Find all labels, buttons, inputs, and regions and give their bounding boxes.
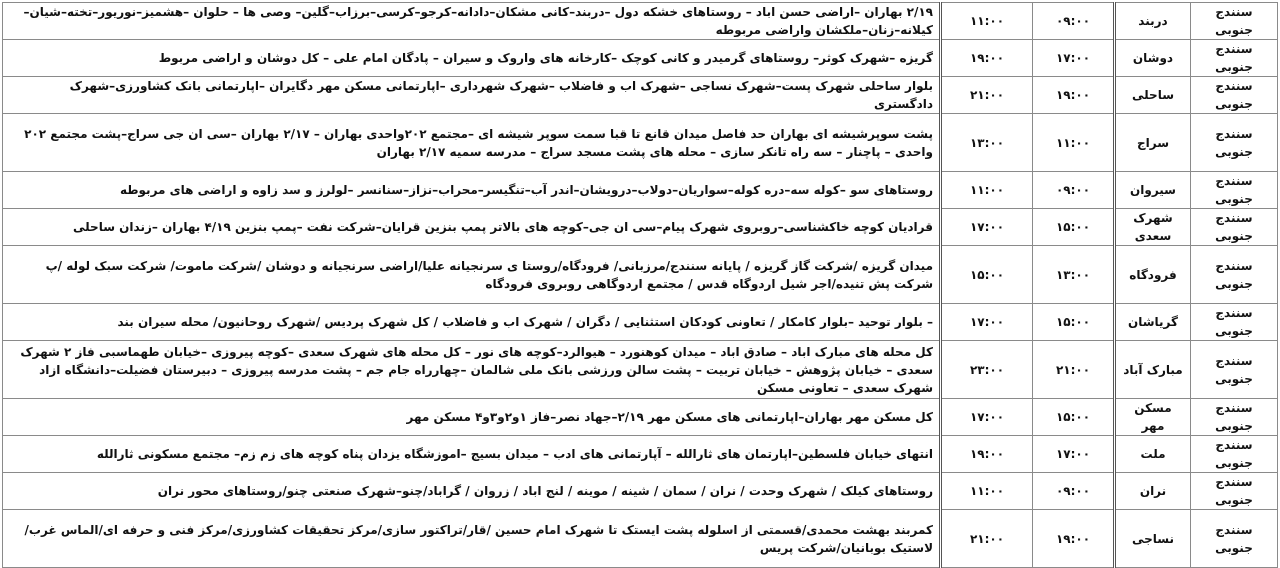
city-cell: سنندج جنوبی — [1191, 399, 1278, 436]
start-time-cell: ۱۷:۰۰ — [1033, 40, 1115, 77]
start-time-cell: ۲۱:۰۰ — [1033, 341, 1115, 399]
table-row — [3, 172, 1278, 209]
end-time-cell: ۱۷:۰۰ — [941, 304, 1033, 341]
city-cell: سنندج جنوبی — [1191, 209, 1278, 246]
city-cell: سنندج جنوبی — [1191, 473, 1278, 510]
table-row — [3, 40, 1278, 77]
area-cell: شهرک سعدی — [1115, 209, 1191, 246]
city-cell: سنندج جنوبی — [1191, 77, 1278, 114]
end-time-cell: ۱۹:۰۰ — [941, 436, 1033, 473]
end-time-cell: ۱۱:۰۰ — [941, 172, 1033, 209]
city-cell: سنندج جنوبی — [1191, 341, 1278, 399]
addresses-cell: ۲/۱۹ بهاران –اراضی حسن اباد – روستاهای خشکه دول –دربند–کانی مشکان–دادانه–کرجو–کرسی–برزاب–گلین– وصی ها – حلوان –هشمیز–نوریور–تخته–شیان–کیلانه–زنان–ملکشان واراضی مربوطه — [3, 3, 941, 40]
addresses-cell: – بلوار توحید –بلوار کامکار / تعاونی کودکان استثنایی / دگران / شهرک اب و فاضلاب / کل شهرک پردیس /شهرک روحانیون/ محله سیران بند — [3, 304, 941, 341]
start-time-cell: ۱۵:۰۰ — [1033, 304, 1115, 341]
addresses-cell: روستاهای سو –کوله سه–دره کوله–سواریان–دولاب–درویشان–اندر آب–تنگیسر–محراب–نزاز–سنانسر –لولرز و سد زاوه و اراضی های مربوطه — [3, 172, 941, 209]
start-time-cell: ۰۹:۰۰ — [1033, 473, 1115, 510]
end-time-cell: ۲۱:۰۰ — [941, 510, 1033, 568]
area-cell: ملت — [1115, 436, 1191, 473]
table-row — [3, 473, 1278, 510]
area-cell: فرودگاه — [1115, 246, 1191, 304]
addresses-cell: کل محله های مبارک اباد – صادق اباد – میدان کوهنورد – هیوالرد–کوچه های نور – کل محله های شهرک سعدی –کوچه پیروزی –خیابان طهماسبی فاز ۲ شهرک سعدی – خیابان پژوهش – خیابان تربیت – پشت سالن ورزشی بانک ملی شالمان –چهارراه جام جم – پشت مدرسه پیروزی – دبیرستان فضیلت–دانشگاه ازاد شهرک سعدی – تعاونی مسکن — [3, 341, 941, 399]
end-time-cell: ۲۱:۰۰ — [941, 77, 1033, 114]
city-cell: سنندج جنوبی — [1191, 436, 1278, 473]
area-cell: سراج — [1115, 114, 1191, 172]
start-time-cell: ۰۹:۰۰ — [1033, 172, 1115, 209]
area-cell: مبارک آباد — [1115, 341, 1191, 399]
addresses-cell: انتهای خیابان فلسطین–اپارتمان های ثارالله – آپارتمانی های ادب – میدان بسیج –اموزشگاه یزدان پناه کوچه های زم زم– مجتمع مسکونی ثارالله — [3, 436, 941, 473]
table-row — [3, 77, 1278, 114]
table-row — [3, 209, 1278, 246]
table-row — [3, 304, 1278, 341]
start-time-cell: ۱۱:۰۰ — [1033, 114, 1115, 172]
city-cell: سنندج جنوبی — [1191, 246, 1278, 304]
start-time-cell: ۰۹:۰۰ — [1033, 3, 1115, 40]
start-time-cell: ۱۵:۰۰ — [1033, 399, 1115, 436]
area-cell: دوشان — [1115, 40, 1191, 77]
city-cell: سنندج جنوبی — [1191, 172, 1278, 209]
area-cell: نساجی — [1115, 510, 1191, 568]
addresses-cell: قرادیان کوچه خاکشناسی–روبروی شهرک پیام–سی ان جی–کوچه های بالاتر پمپ بنزین قرایان–شرکت نفت –پمپ بنزین ۴/۱۹ بهاران –زندان ساحلی — [3, 209, 941, 246]
start-time-cell: ۱۳:۰۰ — [1033, 246, 1115, 304]
outage-schedule-table — [2, 2, 1278, 568]
start-time-cell: ۱۹:۰۰ — [1033, 77, 1115, 114]
city-cell: سنندج جنوبی — [1191, 40, 1278, 77]
addresses-cell: روستاهای کیلک / شهرک وحدت / نران / سمان / شینه / موینه / لنج اباد / زروان / گراباد/چنو–شهرک صنعتی چنو/روستاهای محور نران — [3, 473, 941, 510]
end-time-cell: ۲۳:۰۰ — [941, 341, 1033, 399]
table-row — [3, 3, 1278, 40]
city-cell: سنندج جنوبی — [1191, 304, 1278, 341]
table-row — [3, 510, 1278, 568]
table-row — [3, 341, 1278, 399]
start-time-cell: ۱۹:۰۰ — [1033, 510, 1115, 568]
addresses-cell: کمربند بهشت محمدی/قسمتی از اسلوله پشت ایستک تا شهرک امام حسین /قار/تراکتور سازی/مرکز تحقیقات کشاورزی/مرکز فنی و حرفه ای/الماس غرب/لاستیک بوبانیان/شرکت پریس — [3, 510, 941, 568]
addresses-cell: کل مسکن مهر بهاران–اپارتمانی های مسکن مهر ۲/۱۹–جهاد نصر–فاز ۱و۲و۳و۴ مسکن مهر — [3, 399, 941, 436]
area-cell: سیروان — [1115, 172, 1191, 209]
table-row — [3, 246, 1278, 304]
table-row — [3, 399, 1278, 436]
area-cell: نران — [1115, 473, 1191, 510]
city-cell: سنندج جنوبی — [1191, 510, 1278, 568]
addresses-cell: میدان گریزه /شرکت گاز گریزه / پایانه سنندج/مرزبانی/ فرودگاه/روستا ی سرنجیانه علیا/اراضی سرنجیانه و دوشان /شرکت ماموت/ شرکت سبک لوله /پ شرکت پش تنیده/اجر شیل اردوگاه قدس / مجتمع اردوگاهی روبروی فرودگاه — [3, 246, 941, 304]
end-time-cell: ۱۹:۰۰ — [941, 40, 1033, 77]
table-row — [3, 436, 1278, 473]
addresses-cell: گریزه –شهرک کوثر– روستاهای گرمیدر و کانی کوچک –کارخانه های واروک و سیران – پادگان امام علی – کل دوشان و اراضی مربوط — [3, 40, 941, 77]
addresses-cell: پشت سوپرشیشه ای بهاران حد فاصل میدان قانع تا قبا سمت سوپر شیشه ای –مجتمع ۲۰۲واحدی بهاران – ۲/۱۷ بهاران –سی ان جی سراج–پشت مجتمع ۲۰۲ واحدی – پاچنار – سه راه تانکر سازی – محله های پشت مسجد سراج – مدرسه سمیه ۲/۱۷ بهاران — [3, 114, 941, 172]
city-cell: سنندج جنوبی — [1191, 114, 1278, 172]
area-cell: مسکن مهر — [1115, 399, 1191, 436]
end-time-cell: ۱۵:۰۰ — [941, 246, 1033, 304]
table-row — [3, 114, 1278, 172]
area-cell: گریاشان — [1115, 304, 1191, 341]
area-cell: ساحلی — [1115, 77, 1191, 114]
end-time-cell: ۱۳:۰۰ — [941, 114, 1033, 172]
end-time-cell: ۱۱:۰۰ — [941, 473, 1033, 510]
end-time-cell: ۱۱:۰۰ — [941, 3, 1033, 40]
end-time-cell: ۱۷:۰۰ — [941, 209, 1033, 246]
start-time-cell: ۱۷:۰۰ — [1033, 436, 1115, 473]
start-time-cell: ۱۵:۰۰ — [1033, 209, 1115, 246]
end-time-cell: ۱۷:۰۰ — [941, 399, 1033, 436]
addresses-cell: بلوار ساحلی شهرک پست–شهرک نساجی –شهرک اب و فاضلاب –شهرک شهرداری –اپارتمانی مسکن مهر دگایران –اپارتمانی بانک کشاورزی–شهرک دادگستری — [3, 77, 941, 114]
city-cell: سنندج جنوبی — [1191, 3, 1278, 40]
area-cell: دربند — [1115, 3, 1191, 40]
